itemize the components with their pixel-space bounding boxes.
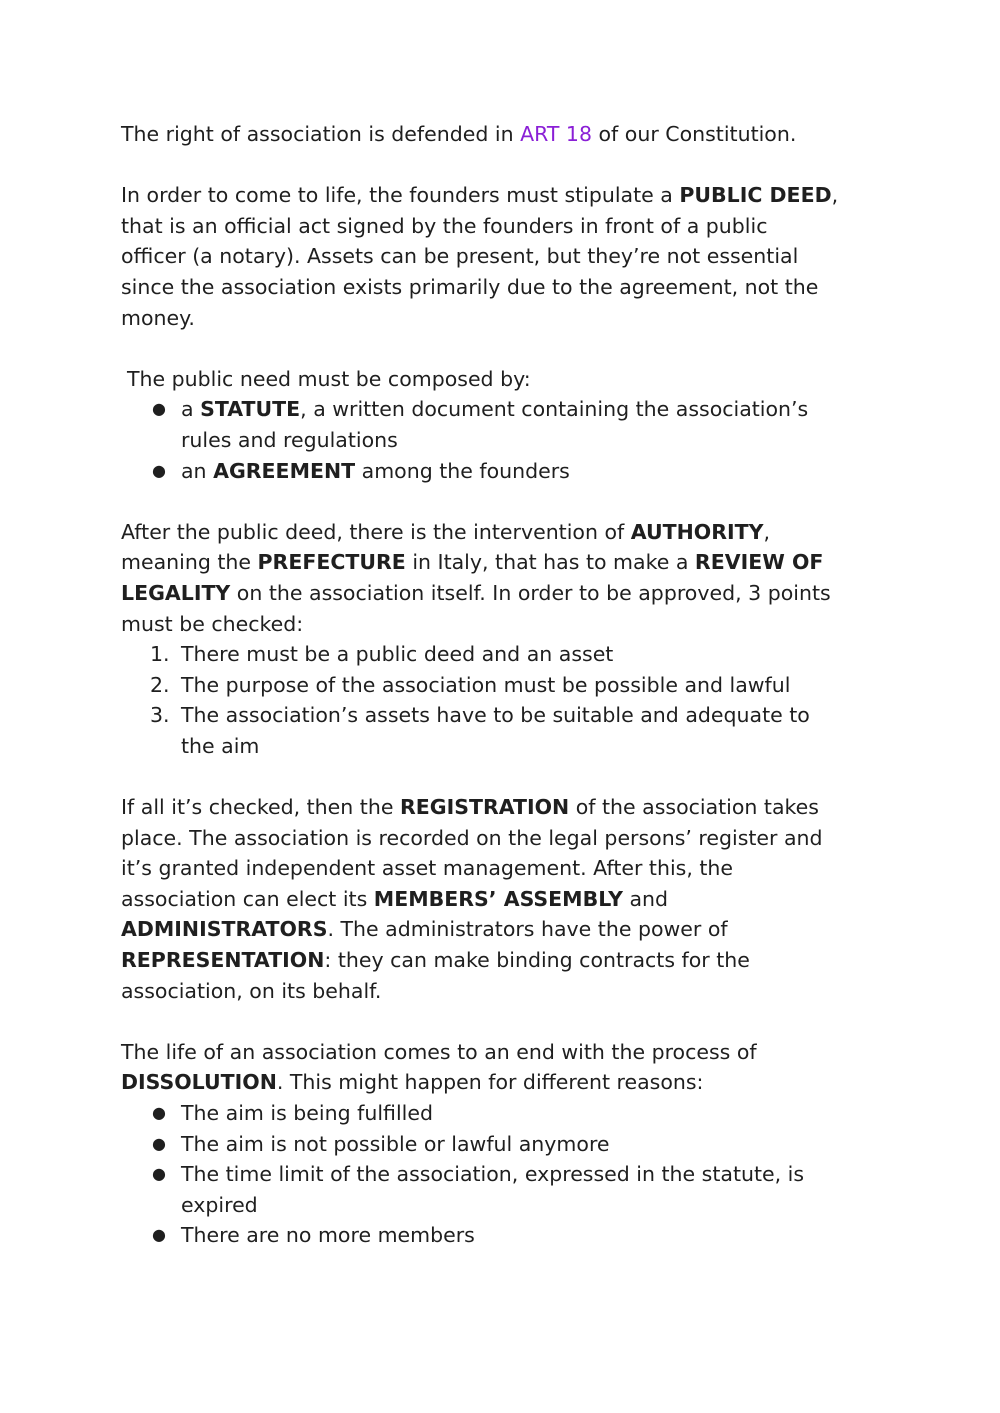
line: association, on its behalf. bbox=[121, 978, 382, 1003]
line bbox=[121, 517, 891, 548]
constitution-paragraph bbox=[121, 119, 891, 150]
bullet-icon: ● bbox=[152, 1133, 166, 1153]
bold-term: REVIEW OF bbox=[694, 550, 824, 575]
bold-term: MEMBERS’ ASSEMBLY bbox=[373, 886, 623, 911]
line bbox=[121, 792, 891, 823]
line: it’s granted independent asset management. After this, the bbox=[121, 856, 733, 881]
checks-list bbox=[121, 639, 891, 761]
dissolution-section bbox=[121, 1037, 891, 1251]
list-item bbox=[121, 1220, 891, 1251]
bold-term: ADMINISTRATORS bbox=[121, 917, 328, 942]
bold-term: AUTHORITY bbox=[630, 519, 764, 544]
text: association can elect its bbox=[121, 886, 374, 911]
list-item bbox=[121, 1159, 891, 1220]
bullet-icon: ● bbox=[152, 1103, 166, 1122]
text: of our Constitution. bbox=[592, 122, 797, 146]
text: The association’s assets have to be suitable and adequate to bbox=[181, 703, 810, 728]
list-item bbox=[121, 1098, 891, 1129]
line bbox=[121, 1067, 891, 1098]
list-item bbox=[121, 670, 891, 701]
line bbox=[121, 884, 891, 915]
list-item bbox=[121, 394, 891, 455]
text: There are no more members bbox=[181, 1223, 475, 1248]
text: The purpose of the association must be possible and lawful bbox=[181, 672, 791, 697]
text: of the association takes bbox=[569, 795, 819, 820]
bold-term: REPRESENTATION bbox=[121, 948, 325, 973]
list-item bbox=[121, 700, 891, 761]
text: the aim bbox=[181, 733, 260, 758]
line: since the association exists primarily due to the agreement, not the bbox=[121, 274, 819, 299]
text: among the founders bbox=[355, 458, 570, 483]
text: In order to come to life, the founders must stipulate a bbox=[121, 183, 680, 208]
bold-term: PREFECTURE bbox=[257, 550, 406, 575]
registration-section bbox=[121, 792, 891, 1006]
line: The life of an association comes to an end with the process of bbox=[121, 1039, 757, 1064]
list-number: 2. bbox=[150, 672, 170, 697]
text: , bbox=[831, 183, 839, 208]
text: . This might happen for different reasons: bbox=[276, 1070, 704, 1095]
text: : they can make binding contracts for the bbox=[324, 948, 750, 973]
text: . The administrators have the power of bbox=[327, 917, 728, 942]
text: rules and regulations bbox=[181, 427, 398, 452]
text: and bbox=[622, 886, 669, 911]
list-item bbox=[121, 456, 891, 487]
document-page bbox=[121, 119, 891, 1251]
text: an bbox=[181, 458, 214, 483]
composition-list bbox=[121, 394, 891, 486]
bullet-icon: ● bbox=[152, 1164, 166, 1184]
line: place. The association is recorded on the legal persons’ register and bbox=[121, 825, 823, 850]
art-18-link[interactable]: ART 18 bbox=[520, 122, 592, 146]
bullet-icon: ● bbox=[152, 399, 166, 419]
bold-term: LEGALITY bbox=[121, 580, 231, 605]
public-deed-paragraph bbox=[121, 180, 891, 333]
line bbox=[121, 945, 891, 976]
line bbox=[121, 914, 891, 945]
bullet-icon: ● bbox=[152, 1225, 166, 1245]
bold-term: REGISTRATION bbox=[399, 795, 570, 820]
text: meaning the bbox=[121, 550, 258, 575]
line: that is an official act signed by the founders in front of a public bbox=[121, 213, 768, 238]
line: must be checked: bbox=[121, 611, 304, 636]
bold-term: STATUTE bbox=[200, 397, 301, 422]
text: The aim is being fulfilled bbox=[181, 1101, 433, 1125]
text: The right of association is defended in bbox=[121, 122, 521, 146]
list-item bbox=[121, 639, 891, 670]
bold-term: DISSOLUTION bbox=[121, 1070, 277, 1095]
text: a bbox=[181, 397, 201, 422]
text: There must be a public deed and an asset bbox=[181, 642, 614, 667]
line: money. bbox=[121, 305, 195, 330]
line bbox=[121, 547, 891, 578]
dissolution-reasons-list bbox=[121, 1098, 891, 1251]
bold-term: PUBLIC DEED bbox=[679, 183, 832, 208]
text: expired bbox=[181, 1192, 258, 1217]
text: If all it’s checked, then the bbox=[121, 795, 400, 820]
composition-section bbox=[121, 364, 891, 486]
text: , a written document containing the association’s bbox=[300, 397, 809, 422]
text: , bbox=[763, 519, 770, 544]
text: on the association itself. In order to be approved, 3 points bbox=[230, 580, 831, 605]
bold-term: AGREEMENT bbox=[213, 458, 356, 483]
list-number: 3. bbox=[150, 703, 170, 728]
composition-intro: The public need must be composed by: bbox=[127, 366, 531, 391]
line bbox=[121, 578, 891, 609]
text: The aim is not possible or lawful anymore bbox=[181, 1131, 610, 1156]
text: After the public deed, there is the intervention of bbox=[121, 519, 631, 544]
text: The time limit of the association, expressed in the statute, is bbox=[181, 1162, 805, 1187]
text: in Italy, that has to make a bbox=[405, 550, 695, 575]
list-number: 1. bbox=[150, 642, 170, 667]
authority-section bbox=[121, 517, 891, 762]
bullet-icon: ● bbox=[152, 460, 166, 480]
line bbox=[121, 180, 891, 211]
list-item bbox=[121, 1129, 891, 1160]
line: officer (a notary). Assets can be present, but they’re not essential bbox=[121, 244, 799, 269]
